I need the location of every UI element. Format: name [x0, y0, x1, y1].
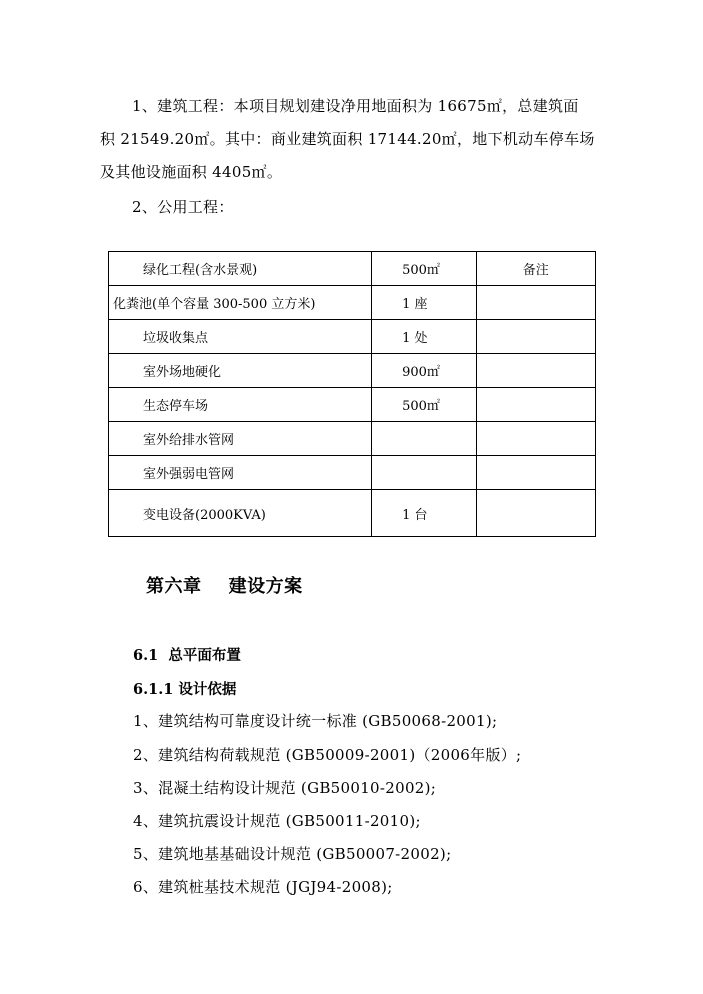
- item-value: 1 座: [402, 297, 428, 312]
- list-item: 3、混凝土结构设计规范 (GB50010-2002);: [133, 779, 437, 797]
- item-name: 室外强弱电管网: [143, 467, 235, 482]
- public-works-table: [108, 251, 596, 537]
- item-value: 1 台: [402, 507, 428, 523]
- item-value: 500㎡: [402, 399, 440, 414]
- section-heading: 6.1 总平面布置: [133, 647, 241, 664]
- item-name: 绿化工程(含水景观): [143, 263, 258, 278]
- item-name: 生态停车场: [143, 399, 209, 414]
- table-row: [109, 354, 596, 388]
- item-name: 室外场地硬化: [143, 365, 222, 380]
- table-row: [109, 388, 596, 422]
- table-row: [109, 456, 596, 490]
- list-item: 6、建筑桩基技术规范 (JGJ94-2008);: [133, 878, 393, 896]
- table-row: [109, 320, 596, 354]
- item-name: 化粪池(单个容量 300-500 立方米): [113, 297, 316, 312]
- list-item: 5、建筑地基基础设计规范 (GB50007-2002);: [133, 845, 452, 863]
- item-value: 1 处: [402, 331, 428, 346]
- paragraph-line-2: 积 21549.20㎡。其中：商业建筑面积 17144.20㎡，地下机动车停车场: [100, 130, 595, 148]
- list-item: 4、建筑抗震设计规范 (GB50011-2010);: [133, 812, 421, 830]
- table-row: [109, 252, 596, 286]
- paragraph-line-1: 1、建筑工程：本项目规划建设净用地面积为 16675㎡，总建筑面: [132, 97, 579, 115]
- item-note: 备注: [522, 263, 549, 278]
- list-item: 1、建筑结构可靠度设计统一标准 (GB50068-2001);: [133, 712, 498, 730]
- item-name: 变电设备(2000KVA): [143, 507, 266, 523]
- paragraph-line-4: 2、公用工程：: [132, 198, 234, 216]
- paragraph-line-3: 及其他设施面积 4405㎡。: [100, 163, 283, 181]
- item-name: 室外给排水管网: [143, 433, 235, 448]
- table-row: [109, 286, 596, 320]
- chapter-title: 第六章 建设方案: [146, 576, 303, 597]
- list-item: 2、建筑结构荷载规范 (GB50009-2001)（2006年版）;: [133, 746, 522, 764]
- table-row: [109, 422, 596, 456]
- subsection-heading: 6.1.1 设计依据: [133, 681, 237, 698]
- table-row: [109, 490, 596, 537]
- item-name: 垃圾收集点: [143, 331, 209, 346]
- item-value: 900㎡: [402, 365, 440, 380]
- item-value: 500㎡: [402, 263, 440, 278]
